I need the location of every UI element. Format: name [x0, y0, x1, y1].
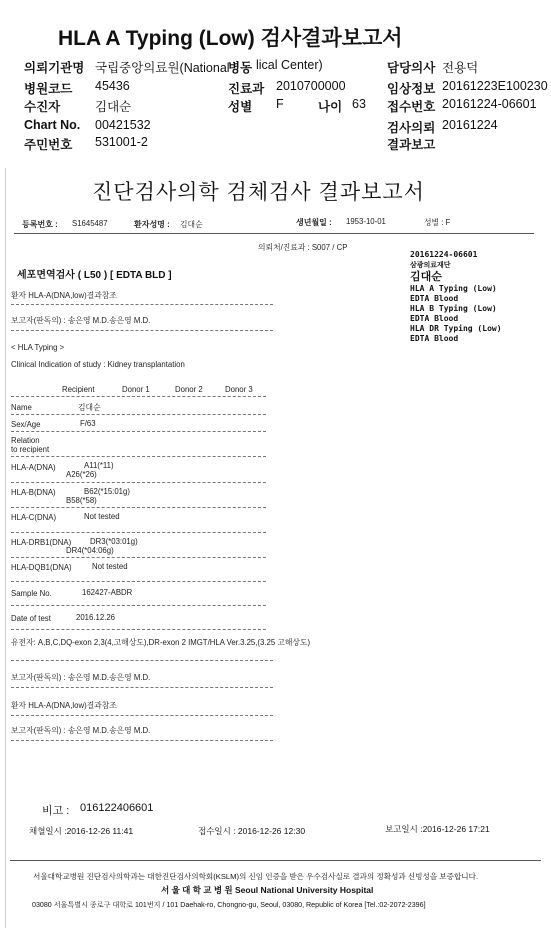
reporter-line-2: 보고자(판독의) : 송은영 M.D.송은영 M.D.: [11, 673, 151, 682]
note-label: 비고 :: [42, 805, 70, 817]
row-value-hla-drb1-2: DR4(*04:06g): [66, 546, 114, 555]
label-receipt-no: 접수번호: [387, 100, 436, 114]
label-sex: 성별: [228, 100, 253, 114]
divider: [11, 431, 266, 432]
divider: [11, 414, 266, 415]
reference-line-2: 환자 HLA-A(DNA,low)결과참조: [11, 701, 117, 710]
received-datetime: 접수일시 : 2016-12-26 12:30: [198, 826, 306, 836]
sticker-line: EDTA Blood: [410, 334, 459, 343]
label-department: 진료과: [228, 82, 265, 96]
row-label-hla-dqb1: HLA-DQB1(DNA): [11, 563, 72, 572]
divider: [11, 532, 266, 533]
hla-heading: < HLA Typing >: [11, 343, 65, 352]
method-note: 유전자: A,B,C,DQ-exon 2,3(4,고해상도),DR-exon 2 IMGT/HLA Ver.3.25,(3.25 고해상도): [11, 638, 311, 647]
divider: [11, 687, 273, 688]
sticker-org: 삼광의료재단: [410, 261, 451, 269]
divider: [11, 605, 266, 606]
sticker-name: 김대순: [410, 270, 442, 283]
reporter-line: 보고자(판독의) : 송은영 M.D.송은영 M.D.: [11, 316, 151, 325]
sex: 성별 : F: [424, 218, 451, 227]
label-request-date: 검사의뢰: [387, 121, 436, 135]
dob: 1953-10-01: [346, 217, 386, 226]
collected-datetime: 채혈일시 :2016-12-26 11:41: [29, 826, 134, 836]
value-chart-no: 00421532: [95, 118, 151, 132]
value-clinical-info: 20161223E100230: [442, 79, 548, 93]
label-patient: 수진자: [24, 100, 61, 114]
footer-divider: [10, 860, 541, 861]
divider: [11, 557, 266, 558]
value-request-date: 20161224: [442, 118, 498, 132]
value-patient: 김대순: [95, 100, 132, 114]
label-chart-no: Chart No.: [24, 118, 81, 132]
row-value-date-of-test: 2016.12.26: [76, 613, 116, 622]
col-donor-3: Donor 3: [225, 385, 253, 394]
row-label-hla-c: HLA-C(DNA): [11, 513, 57, 522]
row-label-sex-age: Sex/Age: [11, 420, 41, 429]
reg-no-label: 등록번호 :: [22, 220, 58, 229]
divider: [11, 507, 266, 508]
divider: [11, 581, 266, 582]
row-value-sample-no: 162427-ABDR: [82, 588, 133, 597]
row-value-hla-b-1: B62(*15:01g): [84, 487, 130, 496]
specimen-label-sticker: [410, 250, 502, 344]
value-ward: lical Center): [256, 58, 323, 72]
sticker-line: HLA A Typing (Low): [410, 284, 497, 293]
label-doctor: 담당의사: [387, 61, 436, 75]
hospital-address: 03080 서울특별시 종로구 대학로 101번지 / 101 Daehak-ro, Chongno-gu, Seoul, 03080, Republic of Korea [Tel.:02-2072-2396]: [32, 901, 426, 909]
report-title: 진단검사의학 검체검사 결과보고서: [92, 181, 425, 204]
row-value-sex-age: F/63: [80, 419, 96, 428]
label-resident-no: 주민번호: [24, 138, 73, 152]
dob-label: 생년월일 :: [296, 218, 332, 227]
sticker-line: HLA DR Typing (Low): [410, 324, 502, 333]
value-receipt-no: 20161224-06601: [442, 97, 537, 111]
label-age: 나이: [318, 100, 343, 114]
value-department: 2010700000: [276, 79, 346, 93]
row-label-hla-drb1: HLA-DRB1(DNA): [11, 538, 72, 547]
sticker-line: EDTA Blood: [410, 314, 459, 323]
divider: [11, 740, 273, 741]
row-label-sample-no: Sample No.: [11, 589, 52, 598]
divider: [11, 482, 266, 483]
row-label-date-of-test: Date of test: [11, 614, 51, 623]
divider: [11, 304, 273, 305]
value-institution: 국립중앙의료원(National: [95, 61, 230, 75]
row-label-hla-b: HLA-B(DNA): [11, 488, 56, 497]
label-hospital-code: 병원코드: [24, 82, 73, 96]
header-title: HLA A Typing (Low) 검사결과보고서: [58, 27, 403, 50]
clinical-indication: Clinical Indication of study : Kidney transplantation: [11, 360, 185, 369]
ordering-dept: 의뢰처/진료과 : S007 / CP: [258, 243, 348, 252]
reg-no: S1645487: [72, 219, 108, 228]
value-hospital-code: 45436: [95, 79, 130, 93]
section-title: 세포면역검사 ( L50 ) [ EDTA BLD ]: [17, 270, 172, 281]
row-label-name: Name: [11, 403, 32, 412]
col-donor-2: Donor 2: [175, 385, 203, 394]
label-institution: 의뢰기관명: [24, 61, 85, 75]
sticker-code: 20161224-06601: [410, 250, 478, 259]
col-donor-1: Donor 1: [122, 385, 150, 394]
patient-name-label: 환자성명 :: [134, 220, 170, 229]
certification-text: 서울대학교병원 진단검사의학과는 대한진단검사의학회(KSLM)의 신임 인증을 받은 우수검사실로 결과의 정확성과 신빙성을 보증합니다.: [33, 872, 479, 881]
patient-name: 김대순: [180, 220, 203, 229]
reference-line: 환자 HLA-A(DNA,low)결과참조: [11, 291, 117, 300]
value-doctor: 전용덕: [442, 61, 479, 75]
label-clinical-info: 임상정보: [387, 82, 436, 96]
reported-datetime: 보고일시 :2016-12-26 17:21: [385, 824, 490, 834]
value-resident-no: 531001-2: [95, 135, 148, 149]
hospital-name: 서 울 대 학 교 병 원 Seoul National University Hospital: [161, 885, 374, 895]
row-value-hla-drb1-1: DR3(*03:01g): [90, 537, 138, 546]
sticker-line: HLA B Typing (Low): [410, 304, 497, 313]
divider: [11, 660, 273, 661]
col-recipient: Recipient: [62, 385, 95, 394]
row-value-hla-dqb1: Not tested: [92, 562, 128, 571]
header-divider: [14, 233, 534, 234]
divider: [11, 396, 266, 397]
reporter-line-3: 보고자(판독의) : 송은영 M.D.송은영 M.D.: [11, 726, 151, 735]
value-age: 63: [352, 97, 366, 111]
divider: [11, 629, 266, 630]
note-value: 016122406601: [80, 802, 154, 814]
row-value-hla-c: Not tested: [84, 512, 120, 521]
row-value-hla-b-2: B58(*58): [66, 496, 97, 505]
row-label-hla-a: HLA-A(DNA): [11, 463, 56, 472]
divider: [11, 330, 273, 331]
row-value-name: 김대순: [78, 403, 101, 412]
row-value-hla-a-2: A26(*26): [66, 470, 97, 479]
row-label-relation: Relation to recipient: [11, 436, 50, 454]
label-ward: 병동: [228, 61, 253, 75]
divider: [11, 715, 273, 716]
divider: [11, 456, 266, 457]
row-value-hla-a-1: A11(*11): [84, 461, 114, 470]
sticker-line: EDTA Blood: [410, 294, 459, 303]
value-sex: F: [276, 97, 284, 111]
label-result-report: 결과보고: [387, 138, 436, 152]
